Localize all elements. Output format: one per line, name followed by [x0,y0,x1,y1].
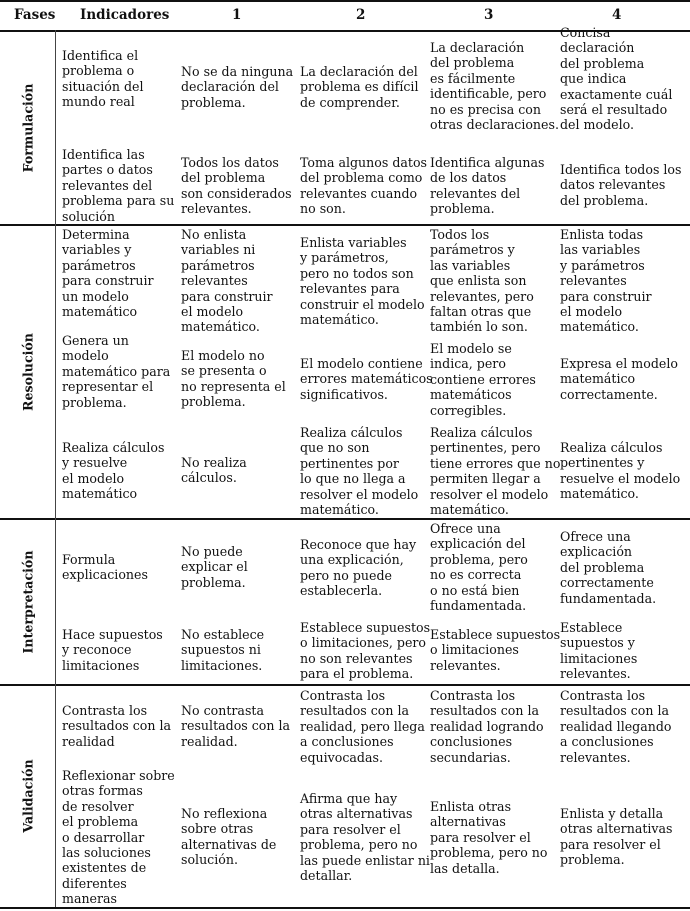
bottom-rule [0,907,690,909]
level-1-cell: No establece supuestos ni limitaciones. [181,627,265,673]
top-rule [0,0,690,2]
phase-label: Formulación [20,83,36,172]
phase-interpretacion [0,519,56,684]
header-level-1: 1 [232,7,242,23]
indicator-cell: Reflexionar sobre otras formas de resolver el problema o desarrollar las soluciones existentes de diferentes maneras [62,768,175,907]
level-4-cell: Contrasta los resultados con la realidad llegando a conclusiones relevantes. [560,688,672,765]
level-3-cell: El modelo se indica, pero contiene errores matemáticos corregibles. [430,341,536,418]
indicator-cell: Contrasta los resultados con la realidad [62,703,172,749]
section-rule-2 [0,518,690,520]
level-2-cell: Afirma que hay otras alternativas para resolver el problema, pero no las puede enlistar ni detallar. [300,791,430,884]
level-4-cell: Ofrece una explicación del problema correctamente fundamentada. [560,529,657,606]
level-1-cell: No puede explicar el problema. [181,544,248,590]
level-3-cell: Contrasta los resultados con la realidad logrando conclusiones secundarias. [430,688,544,765]
level-2-cell: Contrasta los resultados con la realidad, pero llega a conclusiones equivocadas. [300,688,425,765]
level-2-cell: El modelo contiene errores matemáticos significativos. [300,356,433,402]
phase-resolucion [0,225,56,518]
level-4-cell: Concisa declaración del problema que indica exactamente cuál será el resultado del modelo. [560,25,673,133]
level-1-cell: Todos los datos del problema son considerados relevantes. [181,155,292,217]
level-2-cell: Enlista variables y parámetros, pero no todos son relevantes para construir el modelo matemático. [300,235,425,328]
phase-label: Validación [20,759,36,833]
header-level-4: 4 [612,7,622,23]
indicator-cell: Hace supuestos y reconoce limitaciones [62,627,163,673]
level-3-cell: Enlista otras alternativas para resolver el problema, pero no las detalla. [430,799,548,876]
level-2-cell: Reconoce que hay una explicación, pero no puede establecerla. [300,537,417,599]
level-4-cell: Enlista y detalla otras alternativas para resolver el problema. [560,806,673,868]
level-1-cell: No enlista variables ni parámetros relevantes para construir el modelo matemático. [181,227,273,335]
header-level-3: 3 [484,7,494,23]
header-level-2: 2 [356,7,366,23]
indicator-cell: Identifica las partes o datos relevantes del problema para su solución [62,147,175,224]
indicator-cell: Identifica el problema o situación del mundo real [62,48,144,110]
level-1-cell: No reflexiona sobre otras alternativas de solución. [181,806,277,868]
level-2-cell: Toma algunos datos del problema como relevantes cuando no son. [300,155,428,217]
level-3-cell: Ofrece una explicación del problema, pero no es correcta o no está bien fundamentada. [430,521,528,614]
level-2-cell: La declaración del problema es difícil de comprender. [300,64,419,110]
indicator-cell: Realiza cálculos y resuelve el modelo matemático [62,440,165,502]
level-1-cell: No se da ninguna declaración del problema. [181,64,294,110]
level-3-cell: La declaración del problema es fácilmente identificable, pero no es precisa con otras declaraciones. [430,40,559,133]
phase-validacion [0,685,56,907]
level-4-cell: Expresa el modelo matemático correctamente. [560,356,678,402]
indicator-cell: Determina variables y parámetros para construir un modelo matemático [62,227,154,320]
level-4-cell: Identifica todos los datos relevantes del problema. [560,162,682,208]
level-4-cell: Realiza cálculos pertinentes y resuelve el modelo matemático. [560,440,681,502]
phase-label: Resolución [20,332,36,411]
level-3-cell: Establece supuestos o limitaciones relevantes. [430,627,561,673]
level-1-cell: No realiza cálculos. [181,455,247,486]
header-fases: Fases [14,7,56,23]
level-3-cell: Todos los parámetros y las variables que enlista son relevantes, pero faltan otras que también lo son. [430,227,534,335]
section-rule-3 [0,684,690,686]
header-indicadores: Indicadores [80,7,170,23]
level-2-cell: Realiza cálculos que no son pertinentes por lo que no llega a resolver el modelo matemático. [300,425,419,518]
level-3-cell: Realiza cálculos pertinentes, pero tiene errores que no permiten llegar a resolver el modelo matemático. [430,425,561,518]
level-4-cell: Establece supuestos y limitaciones relevantes. [560,620,638,682]
level-2-cell: Establece supuestos o limitaciones, pero no son relevantes para el problema. [300,620,431,682]
level-1-cell: El modelo no se presenta o no representa el problema. [181,348,286,410]
indicator-cell: Genera un modelo matemático para representar el problema. [62,333,171,410]
level-1-cell: No contrasta resultados con la realidad. [181,703,291,749]
indicator-cell: Formula explicaciones [62,552,148,583]
level-4-cell: Enlista todas las variables y parámetros relevantes para construir el modelo matemático. [560,227,652,335]
phase-label: Interpretación [20,550,36,653]
level-3-cell: Identifica algunas de los datos relevantes del problema. [430,155,545,217]
phase-formulacion [0,31,56,224]
section-rule-1 [0,224,690,226]
